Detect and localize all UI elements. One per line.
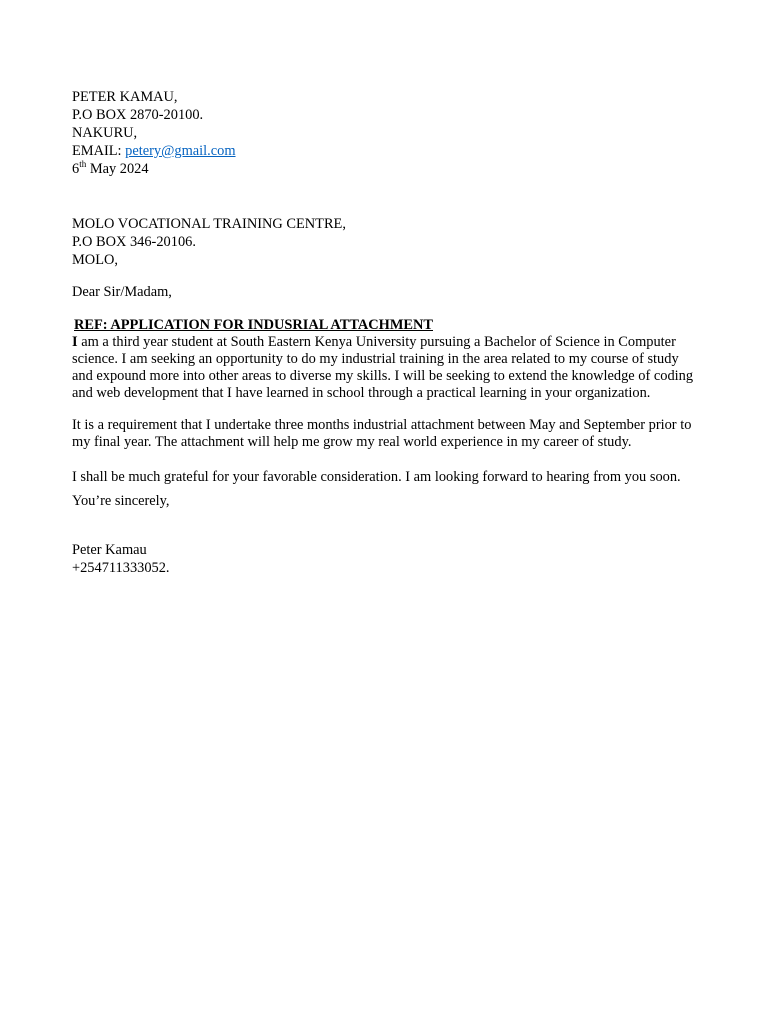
date-day: 6 [72, 161, 80, 177]
reference-heading: REF: APPLICATION FOR INDUSRIAL ATTACHMENT [74, 317, 433, 333]
paragraph-1-text: am a third year student at South Eastern Kenya University pursuing a Bachelor of Science in Computer science. I am seeking an opportunity to do my industrial training in the area related to my course of study and expound more into other areas to diverse my skills. I will be seeking to extend the knowledge of coding and web development that I have learned in school through a practical learning in your organization. [72, 334, 694, 401]
sender-po-box: P.O BOX 2870-20100. [72, 107, 204, 123]
date-ordinal-suffix: th [79, 159, 87, 170]
letter-date [72, 160, 697, 178]
recipient-address-block [72, 215, 697, 269]
sender-name: PETER KAMAU, [72, 89, 178, 105]
signature-block [72, 541, 697, 577]
body-paragraph-2: It is a requirement that I undertake three months industrial attachment between May and September prior to my final year. The attachment will help me grow my real world experience in my career of study. [72, 417, 692, 450]
body-paragraph-1 [72, 334, 697, 402]
sender-address-block [72, 88, 697, 178]
email-label: EMAIL: [72, 143, 126, 159]
paragraph-initial-letter: I [72, 334, 78, 350]
salutation: Dear Sir/Madam, [72, 284, 172, 300]
letter-page [72, 88, 697, 577]
recipient-town: MOLO, [72, 252, 118, 268]
recipient-name: MOLO VOCATIONAL TRAINING CENTRE, [72, 216, 346, 232]
date-month-year: May 2024 [86, 161, 149, 177]
body-paragraph-3: I shall be much grateful for your favorable consideration. I am looking forward to hearing from you soon. You’re sincerely, [72, 469, 681, 509]
sender-email-line [72, 142, 697, 160]
sender-town: NAKURU, [72, 125, 138, 141]
signature-name: Peter Kamau [72, 542, 147, 558]
signature-phone: +254711333052. [72, 560, 170, 576]
recipient-po-box: P.O BOX 346-20106. [72, 234, 196, 250]
email-link[interactable]: petery@gmail.com [125, 143, 236, 159]
